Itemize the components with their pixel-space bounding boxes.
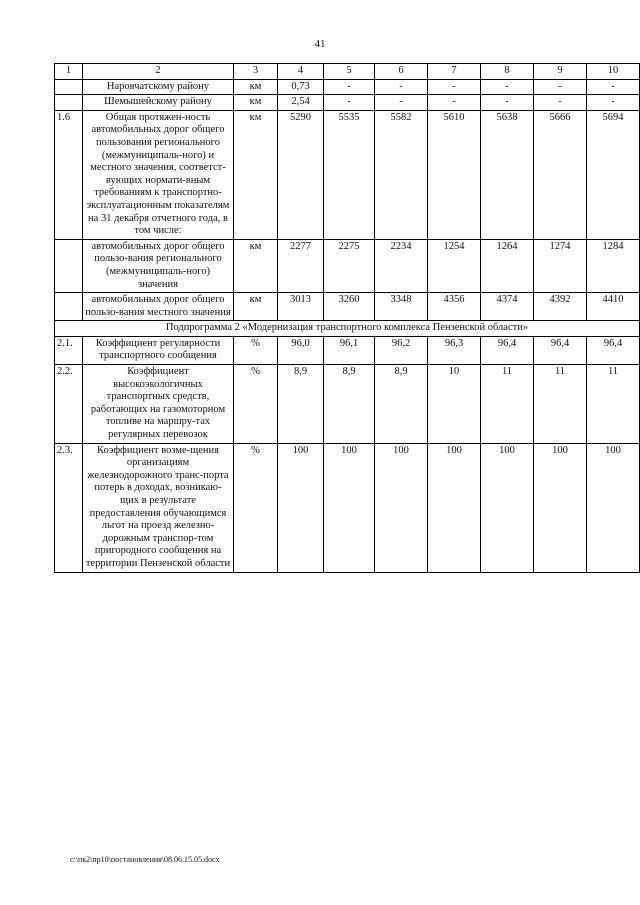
value-cell: 11 [587,365,640,444]
value-cell: 1284 [587,239,640,292]
indicator-name-cell: автомобильных дорог общего пользо-вания местного значения [83,293,234,321]
row-number-cell [55,239,83,292]
indicator-name-cell: автомобильных дорог общего пользо-вания регионального (межмуниципаль-ного) значения [83,239,234,292]
column-number: 3 [234,64,278,80]
value-cell: 96,1 [324,336,375,364]
value-cell: - [534,95,587,111]
row-number-cell [55,293,83,321]
row-number-cell [55,95,83,111]
table-row [55,95,640,111]
unit-cell: % [234,443,278,572]
value-cell: 100 [534,443,587,572]
table-row [55,443,640,572]
indicator-name-cell: Наровчатскому району [83,79,234,95]
indicator-name-cell: Коэффициент высокоэкологичных транспортных средств, работающих на газомоторном топливе на маршру-тах регулярных перевозок [83,365,234,444]
value-cell: 100 [324,443,375,572]
value-cell: 96,4 [587,336,640,364]
column-number: 6 [375,64,428,80]
value-cell: 5666 [534,110,587,239]
value-cell: - [481,79,534,95]
value-cell: 100 [587,443,640,572]
value-cell: 2277 [278,239,324,292]
indicator-name-cell: Шемышейскому району [83,95,234,111]
column-number: 4 [278,64,324,80]
indicator-name-cell: Общая протяжен-ность автомобильных дорог общего пользования регионального (межмуниципаль-ного) и местного значения, соответст-вующих нормати-вным требованиям к транспортно-эксплуатационным показателям на 31 декабря отчетного года, в том числе: [83,110,234,239]
indicator-name-cell: Коэффициент возме-щения организациям железнодорожного транс-порта потерь в доходах, возникаю-щих в результате предоставления обучающимся льгот на проезд железно-дорожным транспор-том пригородного сообщения на территории Пензенской области [83,443,234,572]
table-row [55,79,640,95]
unit-cell: % [234,336,278,364]
value-cell: 2,54 [278,95,324,111]
value-cell: 0,73 [278,79,324,95]
value-cell: - [534,79,587,95]
column-number: 2 [83,64,234,80]
value-cell: 3013 [278,293,324,321]
value-cell: 5610 [428,110,481,239]
value-cell: 10 [428,365,481,444]
value-cell: 4374 [481,293,534,321]
row-number-cell: 2.2. [55,365,83,444]
value-cell: 8,9 [278,365,324,444]
value-cell: 96,4 [534,336,587,364]
unit-cell: км [234,79,278,95]
value-cell: - [324,79,375,95]
value-cell: - [375,79,428,95]
value-cell: 1264 [481,239,534,292]
row-number-cell: 2.3. [55,443,83,572]
table-row [55,110,640,239]
page-number: 41 [314,38,326,50]
unit-cell: км [234,110,278,239]
file-path-footer: c:\пк2\пр10\постановления\08.06.15.05.docx [70,855,220,864]
table-row [55,336,640,364]
value-cell: - [587,95,640,111]
value-cell: 96,3 [428,336,481,364]
value-cell: 96,0 [278,336,324,364]
value-cell: 4392 [534,293,587,321]
table-row [55,365,640,444]
column-number: 1 [55,64,83,80]
value-cell: 4410 [587,293,640,321]
row-number-cell: 1.6 [55,110,83,239]
value-cell: 11 [534,365,587,444]
value-cell: - [481,95,534,111]
table-row [55,239,640,292]
column-number: 7 [428,64,481,80]
row-number-cell [55,79,83,95]
unit-cell: км [234,95,278,111]
value-cell: 4356 [428,293,481,321]
column-number: 10 [587,64,640,80]
value-cell: 100 [428,443,481,572]
value-cell: - [324,95,375,111]
value-cell: 3348 [375,293,428,321]
value-cell: - [428,79,481,95]
value-cell: 3260 [324,293,375,321]
indicators-table [54,63,640,573]
column-number-row [55,64,640,80]
column-number: 5 [324,64,375,80]
value-cell: 5290 [278,110,324,239]
value-cell: 5638 [481,110,534,239]
value-cell: 2275 [324,239,375,292]
value-cell: 5535 [324,110,375,239]
value-cell: 11 [481,365,534,444]
value-cell: 2234 [375,239,428,292]
value-cell: 8,9 [375,365,428,444]
indicator-name-cell: Коэффициент регулярности транспортного сообщения [83,336,234,364]
subprogram-title: Подпрограмма 2 «Модернизация транспортного комплекса Пензенской области» [55,321,640,337]
subprogram-row [55,321,640,337]
column-number: 9 [534,64,587,80]
value-cell: 5694 [587,110,640,239]
value-cell: 100 [481,443,534,572]
unit-cell: км [234,293,278,321]
value-cell: 100 [375,443,428,572]
value-cell: 5582 [375,110,428,239]
value-cell: 96,4 [481,336,534,364]
value-cell: - [428,95,481,111]
unit-cell: км [234,239,278,292]
value-cell: 1254 [428,239,481,292]
column-number: 8 [481,64,534,80]
value-cell: 8,9 [324,365,375,444]
table-row [55,293,640,321]
value-cell: - [375,95,428,111]
unit-cell: % [234,365,278,444]
value-cell: - [587,79,640,95]
value-cell: 100 [278,443,324,572]
row-number-cell: 2.1. [55,336,83,364]
value-cell: 1274 [534,239,587,292]
value-cell: 96,2 [375,336,428,364]
